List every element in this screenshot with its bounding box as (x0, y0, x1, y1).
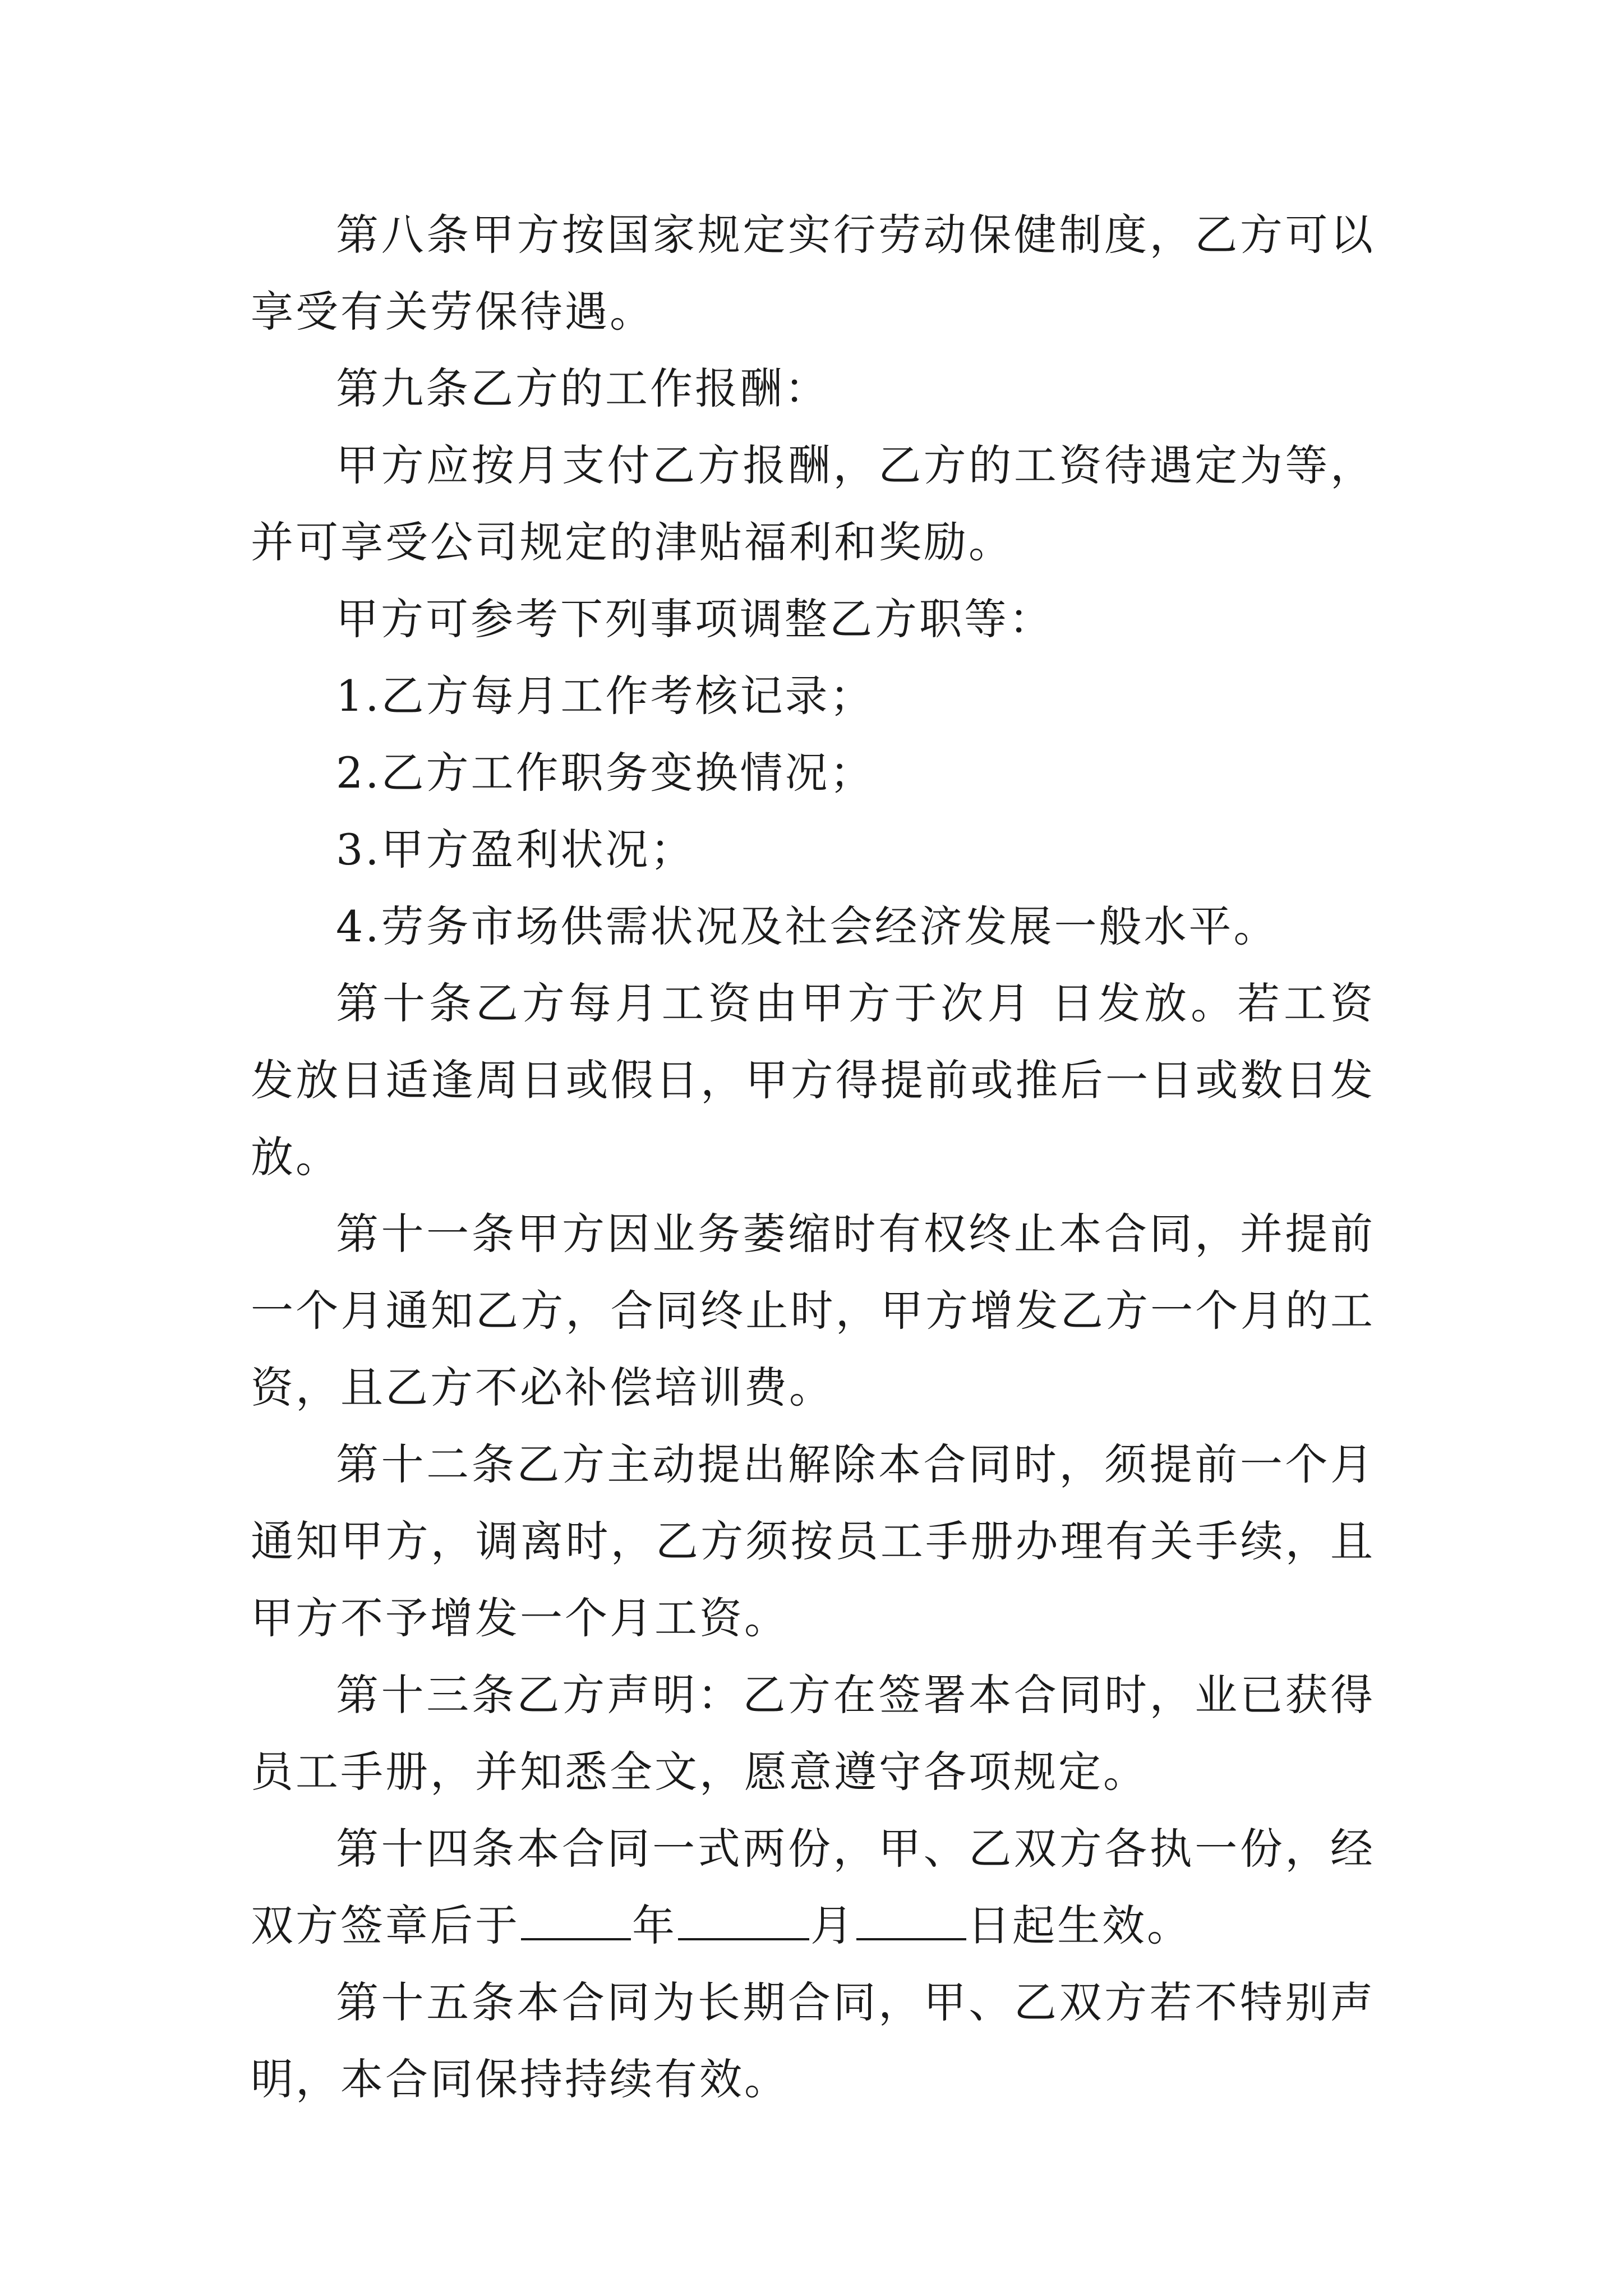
clause-14-ending: 日起生效。 (967, 1901, 1192, 1950)
month-label: 月 (810, 1901, 855, 1950)
clause-10: 第十条乙方每月工资由甲方于次月 日发放。若工资发放日适逢周日或假日，甲方得提前或推后一日或数日发放。 (251, 978, 1375, 1182)
clause-11: 第十一条甲方因业务萎缩时有权终止本合同，并提前一个月通知乙方，合同终止时，甲方增发乙方一个月的工资，且乙方不必补偿培训费。 (251, 1209, 1375, 1412)
clause-8: 第八条甲方按国家规定实行劳动保健制度，乙方可以享受有关劳保待遇。 (251, 210, 1375, 337)
year-blank (521, 1897, 631, 1940)
list-item-4: 4.劳务市场供需状况及社会经济发展一般水平。 (336, 901, 1279, 951)
clause-15: 第十五条本合同为长期合同，甲、乙双方若不特别声明，本合同保持持续有效。 (251, 1977, 1375, 2104)
clause-9-heading: 第九条乙方的工作报酬： (336, 364, 829, 413)
clause-9-adjustment-intro: 甲方可参考下列事项调整乙方职等： (336, 594, 1054, 644)
day-blank (856, 1897, 966, 1940)
month-blank (678, 1897, 809, 1940)
clause-13: 第十三条乙方声明：乙方在签署本合同时，业已获得员工手册，并知悉全文，愿意遵守各项规定。 (251, 1670, 1375, 1797)
document-body (251, 196, 1375, 2118)
list-item-2: 2.乙方工作职务变换情况； (336, 748, 875, 798)
list-item-3: 3.甲方盈利状况； (336, 825, 695, 875)
clause-14-text: 第十四条本合同一式两份，甲、乙双方各执一份，经双方签章后于 (251, 1824, 1375, 1950)
clause-12: 第十二条乙方主动提出解除本合同时，须提前一个月通知甲方，调离时，乙方须按员工手册办理有关手续，且甲方不予增发一个月工资。 (251, 1439, 1375, 1643)
clause-9-salary: 甲方应按月支付乙方报酬，乙方的工资待遇定为等，并可享受公司规定的津贴福利和奖励。 (251, 440, 1375, 567)
year-label: 年 (632, 1901, 677, 1950)
list-item-1: 1.乙方每月工作考核记录； (336, 671, 875, 721)
clause-14 (251, 1810, 1375, 1964)
